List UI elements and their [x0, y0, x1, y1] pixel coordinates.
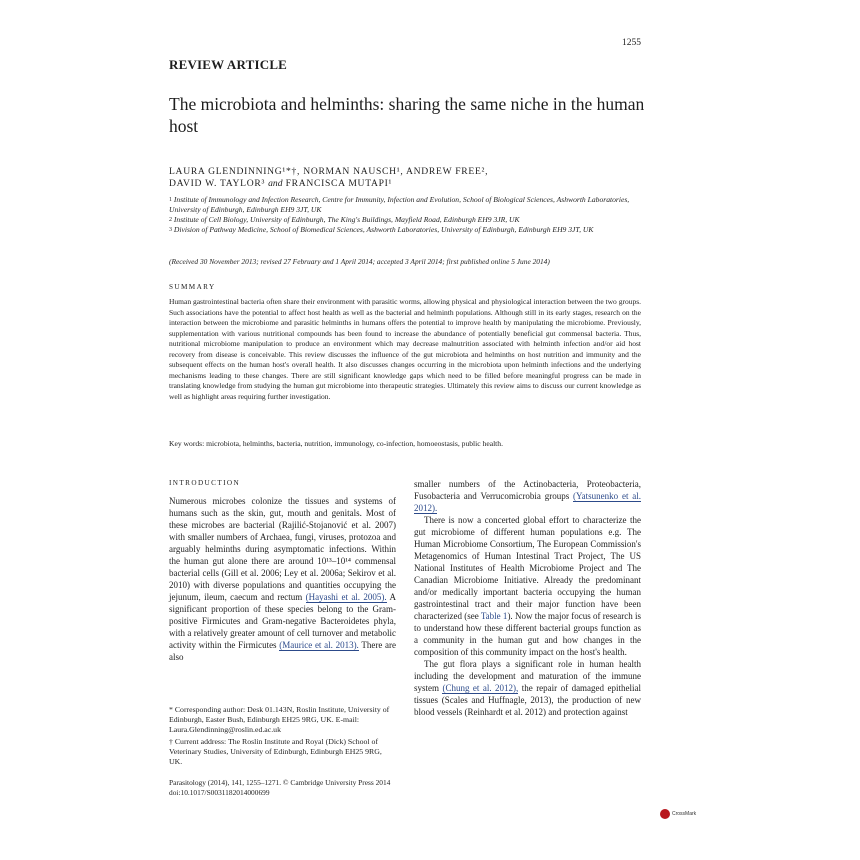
right-paragraph-3 — [414, 658, 641, 718]
keywords: Key words: microbiota, helminths, bacteria, nutrition, immunology, co-infection, homoeostasis, public health. — [169, 439, 503, 448]
summary-text: Human gastrointestinal bacteria often share their environment with parasitic worms, allowing physical and physiological interaction between the two groups. Such associations have the potential to affect host health as well as the bacterial and helminth populations. Although still in its early stages, research on the interaction between the microbiome and parasitic helminths in humans offers the potential to improve health by manipulating the microbiome. Previously, supplementation with various nutritional compounds has been found to increase the abundance of potentially beneficial gut commensal bacteria. Thus, nutritional microbiome manipulation to produce an environment which may decrease malnutrition associated with helminth infection and/or aid host recovery from disease is conceivable. This review discusses the influence of the gut microbiota and helminths on host nutrition and immunity and the subsequent effects on the human host's overall health. It also discusses changes occurring in the microbiota upon helminth infections and the underlying mechanisms leading to these changes. There are still significant knowledge gaps which need to be filled before meaningful progress can be made in translating knowledge from studying the human gut microbiome into therapeutic strategies. Ultimately this review aims to discuss our current knowledge as well as highlight areas requiring further investigation. — [169, 297, 641, 401]
left-column — [169, 495, 396, 663]
affiliation-num: 2 — [169, 217, 172, 223]
summary-heading: SUMMARY — [169, 283, 216, 291]
crossmark-dot — [660, 809, 670, 819]
text-run: Numerous microbes colonize the tissues and systems of humans such as the skin, gut, mouth and genitals. Most of these microbes are bacterial (Rajilić-Stojanović et al. 2007) with smaller numbers of Archaea, fungi, viruses, protozoa and arguably helminths during asymptomatic infections. Within the human gut alone there are around 10¹³–10¹⁴ commensal bacterial cells (Gill et al. 2006; Ley et al. 2006a; Sekirov et al. 2010) with diverse populations and quantities occupying the jejunum, ileum, caecum and rectum — [169, 496, 396, 602]
footnote-address: † Current address: The Roslin Institute and Royal (Dick) School of Veterinary Studies, University of Edinburgh, Edinburgh EH25 9RG, UK. — [169, 737, 382, 766]
author-line-2-end: FRANCISCA MUTAPI¹ — [282, 178, 393, 189]
text-run: There is now a concerted global effort to characterize the gut microbiome of different human populations e.g. The Human Microbiome Consortium, The European Commission's Metagenomics of Human Intestinal Tract Project, The US National Institutes of Health Microbiome Project and The Canadian Microbiome Initiative. Already the predominant and/or medically important bacteria occupying the human gastrointestinal tract and their major function have been characterized (see — [414, 515, 641, 621]
page-number: 1255 — [622, 38, 641, 48]
citation-link[interactable]: (Maurice et al. 2013). — [279, 640, 359, 650]
affiliation-2 — [169, 215, 644, 225]
journal-citation: Parasitology (2014), 141, 1255–1271. © Cambridge University Press 2014 — [169, 778, 391, 787]
article-type: REVIEW ARTICLE — [169, 57, 288, 72]
article-title: The microbiota and helminths: sharing the same niche in the human host — [169, 94, 645, 136]
footnote-corresponding: * Corresponding author: Desk 01.143N, Roslin Institute, University of Edinburgh, Easter Bush, Edinburgh EH25 9RG, UK. E-mail: Laura.Glendinning@roslin.ed.ac.uk — [169, 705, 390, 734]
affiliation-num: 1 — [169, 197, 172, 203]
journal-info — [169, 778, 469, 798]
text-run: the repair of damaged epithelial tissues (Scales and Huffnagle, 2013), the production of new blood vessels (Reinhardt et al. 2012) and protection against — [414, 683, 641, 717]
text-run: There are also — [169, 640, 397, 662]
affiliations — [169, 195, 644, 235]
text-run: A significant proportion of these species belong to the Gram-positive Firmicutes and Gram-negative Bacteroidetes phyla, with a relatively greater amount of cell turnover and metabolic activity within the Firmicutes — [169, 592, 396, 650]
received-dates: (Received 30 November 2013; revised 27 February and 1 April 2014; accepted 3 April 2014; first published online 5 June 2014) — [169, 257, 550, 266]
affiliation-1 — [169, 195, 644, 215]
introduction-heading: INTRODUCTION — [169, 479, 241, 487]
author-line-2 — [169, 178, 649, 190]
affiliation-text: Institute of Immunology and Infection Research, Centre for Immunity, Infection and Evolution, School of Biological Sciences, Ashworth Laboratories, University of Edinburgh, Edinburgh EH9 3JT, UK — [169, 195, 630, 214]
right-paragraph-2 — [414, 514, 641, 658]
right-column — [414, 478, 641, 718]
text-run: The gut flora plays a significant role in human health including the development and maturation of the immune system — [414, 659, 641, 693]
author-and: and — [268, 178, 283, 189]
affiliation-text: Institute of Cell Biology, University of Edinburgh, The King's Buildings, Mayfield Road, Edinburgh EH9 3JR, UK — [173, 215, 520, 224]
text-run: ). Now the major focus of research is to understand how these different bacterial groups function as a community in the human gut and how changes in the composition of this community impact on the host's health. — [414, 611, 641, 657]
author-line-1: LAURA GLENDINNING¹*†, NORMAN NAUSCH¹, ANDREW FREE², — [169, 166, 489, 177]
right-paragraph-1 — [414, 478, 641, 514]
citation-link[interactable]: (Yatsunenko et al. 2012). — [414, 491, 641, 513]
affiliation-text: Division of Pathway Medicine, School of Biomedical Sciences, Ashworth Laboratories, University of Edinburgh, Edinburgh EH9 3JT, UK — [173, 225, 594, 234]
intro-paragraph-1 — [169, 495, 396, 663]
footnotes — [169, 705, 396, 769]
author-list — [169, 166, 649, 190]
table-link[interactable]: Table 1 — [480, 611, 508, 621]
crossmark-icon[interactable] — [660, 808, 697, 822]
citation-link[interactable]: (Hayashi et al. 2005). — [305, 592, 387, 602]
citation-link[interactable]: (Chung et al. 2012), — [442, 683, 519, 693]
author-line-2-start: DAVID W. TAYLOR³ — [169, 178, 269, 189]
crossmark-label: CrossMark — [672, 811, 697, 817]
affiliation-num: 3 — [169, 227, 172, 233]
affiliation-3 — [169, 225, 644, 235]
doi[interactable]: doi:10.1017/S0031182014000699 — [169, 788, 270, 797]
text-run: smaller numbers of the Actinobacteria, Proteobacteria, Fusobacteria and Verrucomicrobia groups — [414, 479, 641, 501]
